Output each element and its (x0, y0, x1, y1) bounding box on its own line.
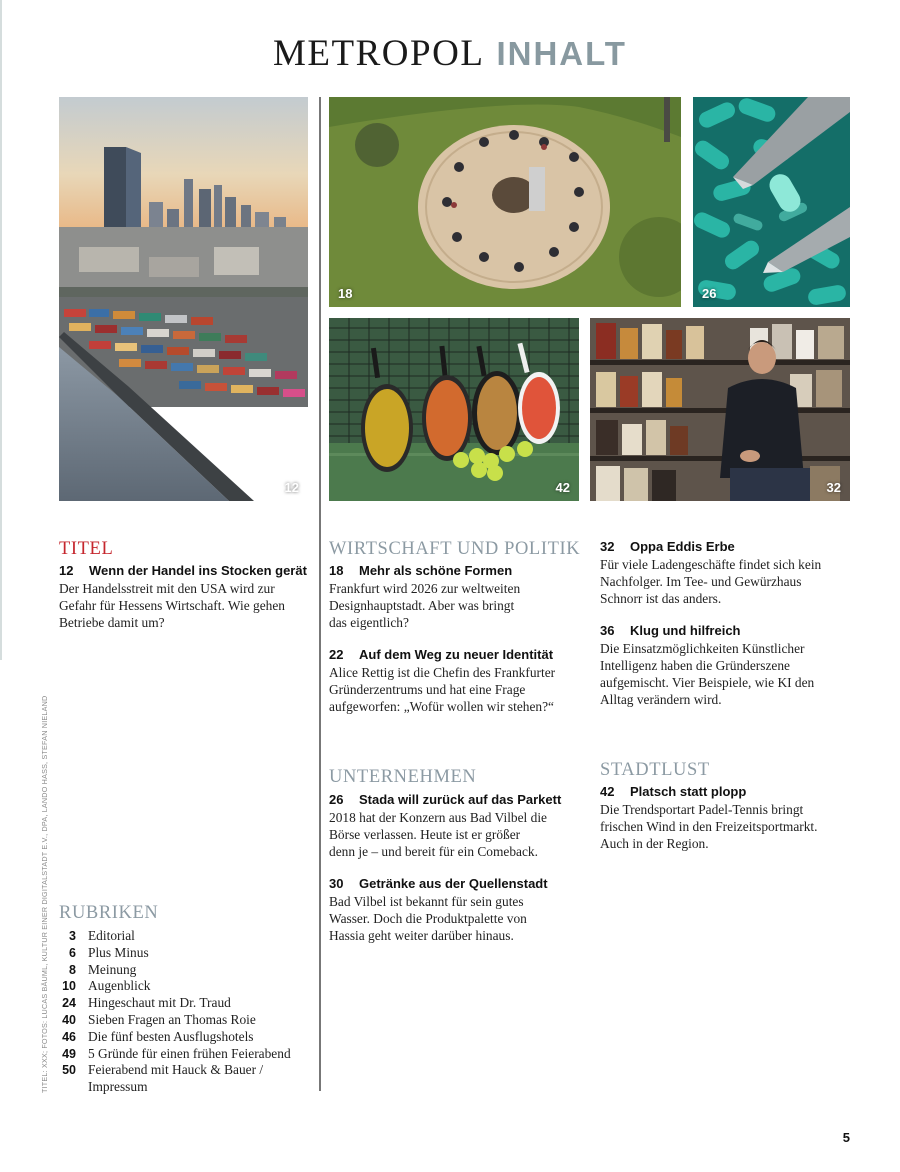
rubrik-item[interactable] (59, 1012, 291, 1029)
rubrik-title-continuation: Impressum (88, 1079, 148, 1095)
article-entry[interactable] (600, 538, 855, 607)
rubrik-item[interactable] (59, 995, 291, 1012)
column-divider (319, 97, 321, 1091)
photo-page-badge: 32 (826, 480, 841, 495)
padel-rackets-image (329, 318, 579, 501)
article-headline[interactable] (329, 875, 584, 893)
article-page-number: 42 (600, 784, 615, 799)
rubrik-page-number: 10 (62, 979, 76, 994)
photo-page-badge: 18 (338, 286, 353, 301)
photo-credits: TITEL: XXX; FOTOS: LUCAS BÄUML, KULTUR EINER DIGITALSTADT E.V., DPA, LANDO HASS, STEFAN NIELAND (40, 695, 49, 1093)
article-entry[interactable] (329, 875, 584, 944)
article-headline[interactable] (329, 791, 584, 809)
rubrik-title: Meinung (88, 961, 137, 977)
section-heading-unternehmen: UNTERNEHMEN (329, 767, 477, 787)
rubrik-title: Augenblick (88, 978, 151, 994)
article-headline[interactable] (600, 622, 855, 640)
article-page-number: 26 (329, 792, 344, 807)
article-title: Mehr als schöne Formen (359, 563, 513, 578)
article-teaser: Bad Vilbel ist bekannt für sein gutes Wasser. Doch die Produktpalette von Hassia geht weiter darüber hinaus. (329, 894, 527, 943)
rubrik-page-number: 46 (62, 1029, 76, 1044)
rubrik-page-number: 6 (69, 945, 76, 960)
article-title: Klug und hilfreich (630, 623, 741, 638)
article-title: Auf dem Weg zu neuer Identität (359, 647, 554, 662)
article-teaser: 2018 hat der Konzern aus Bad Vilbel die Börse verlassen. Heute ist er größer denn je – und bereit für ein Comeback. (329, 810, 547, 859)
article-page-number: 22 (329, 647, 344, 662)
rubriken-list (59, 928, 291, 1096)
article-teaser: Frankfurt wird 2026 zur weltweiten Designhauptstadt. Aber was bringt das eigentlich? (329, 581, 521, 630)
rubrik-title: Plus Minus (88, 944, 149, 960)
article-teaser: Alice Rettig ist die Chefin des Frankfurter Gründerzentrums und hat eine Frage aufgeworfen: „Wofür wollen wir stehen?“ (329, 665, 556, 714)
article-headline[interactable] (59, 562, 314, 580)
rubrik-item[interactable] (59, 978, 291, 995)
article-teaser: Der Handelsstreit mit den USA wird zur Gefahr für Hessens Wirtschaft. Wie gehen Betriebe damit um? (59, 581, 285, 630)
rubrik-item[interactable] (59, 928, 291, 945)
rubrik-title: Hingeschaut mit Dr. Traud (88, 995, 231, 1011)
section-heading-titel: TITEL (59, 539, 114, 559)
capsules-image (693, 97, 850, 307)
article-title: Oppa Eddis Erbe (630, 539, 735, 554)
photo-aerial-circle[interactable] (329, 97, 681, 307)
article-entry[interactable] (59, 562, 314, 631)
article-page-number: 30 (329, 876, 344, 891)
rubrik-page-number: 24 (62, 996, 76, 1011)
masthead (0, 32, 900, 75)
tea-shop-image (590, 318, 850, 501)
article-title: Stada will zurück auf das Parkett (359, 792, 562, 807)
photo-skyline-port[interactable] (59, 97, 308, 501)
article-entry[interactable] (600, 783, 855, 852)
article-entry[interactable] (329, 646, 584, 715)
section-heading-rubriken: RUBRIKEN (59, 903, 159, 923)
article-headline[interactable] (600, 783, 855, 801)
photo-padel-rackets[interactable] (329, 318, 579, 501)
rubrik-title: 5 Gründe für einen frühen Feierabend (88, 1045, 291, 1061)
article-teaser: Für viele Ladengeschäfte findet sich kein Nachfolger. Im Tee- und Gewürzhaus Schnorr ist das anders. (600, 557, 822, 606)
rubrik-page-number: 3 (69, 929, 76, 943)
rubrik-page-number: 40 (62, 1012, 76, 1027)
article-headline[interactable] (329, 646, 584, 664)
rubrik-item[interactable] (59, 962, 291, 979)
rubrik-title: Editorial (88, 928, 135, 943)
article-title: Platsch statt plopp (630, 784, 747, 799)
skyline-port-image (59, 97, 308, 501)
article-page-number: 36 (600, 623, 615, 638)
rubrik-page-number: 49 (62, 1046, 76, 1061)
rubrik-title: Die fünf besten Ausflugshotels (88, 1028, 254, 1044)
photo-page-badge: 26 (702, 286, 717, 301)
rubrik-page-number: 50 (62, 1063, 76, 1078)
rubrik-title: Sieben Fragen an Thomas Roie (88, 1011, 256, 1027)
article-title: Wenn der Handel ins Stocken gerät (89, 563, 307, 578)
article-page-number: 12 (59, 563, 74, 578)
article-title: Getränke aus der Quellenstadt (359, 876, 548, 891)
magazine-title: METROPOL (273, 33, 485, 74)
article-teaser: Die Trendsportart Padel-Tennis bringt frischen Wind in den Freizeitsportmarkt. Auch in der Region. (600, 802, 818, 851)
article-teaser: Die Einsatzmöglichkeiten Künstlicher Intelligenz haben die Gründerszene aufgemischt. Vier Beispiele, wie KI den Alltag verändern wird. (600, 641, 815, 707)
article-entry[interactable] (600, 622, 855, 708)
page-edge-line (0, 0, 2, 660)
photo-capsules[interactable] (693, 97, 850, 307)
section-heading-wirtschaft: WIRTSCHAFT UND POLITIK (329, 539, 581, 559)
photo-page-badge: 12 (284, 480, 299, 495)
article-entry[interactable] (329, 791, 584, 860)
article-headline[interactable] (329, 562, 584, 580)
article-page-number: 32 (600, 539, 615, 554)
rubrik-title: Feierabend mit Hauck & Bauer / (88, 1062, 264, 1078)
section-heading-stadtlust: STADTLUST (600, 760, 710, 780)
rubrik-item[interactable] (59, 1046, 291, 1063)
rubrik-page-number: 8 (69, 962, 76, 977)
photo-page-badge: 42 (555, 480, 570, 495)
photo-tea-shop[interactable] (590, 318, 850, 501)
rubrik-item[interactable] (59, 1062, 291, 1079)
article-entry[interactable] (329, 562, 584, 631)
article-page-number: 18 (329, 563, 344, 578)
aerial-circle-image (329, 97, 681, 307)
page-number: 5 (842, 1130, 850, 1145)
rubrik-item[interactable] (59, 1029, 291, 1046)
rubrik-item[interactable] (59, 945, 291, 962)
section-title: INHALT (496, 35, 627, 72)
article-headline[interactable] (600, 538, 855, 556)
